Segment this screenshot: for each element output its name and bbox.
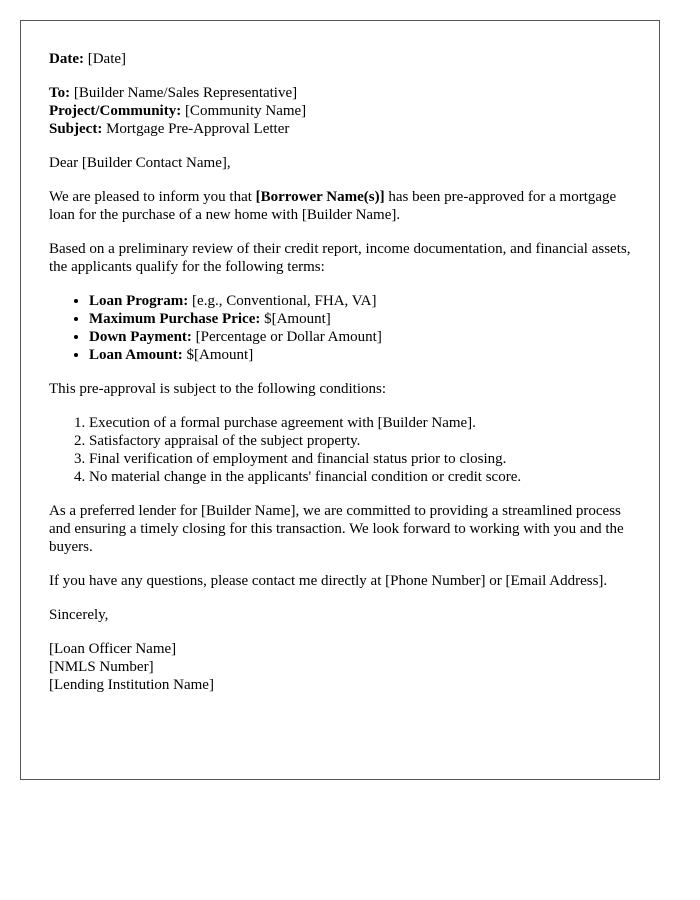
project-line: [49, 102, 631, 120]
to-label: To:: [49, 85, 71, 101]
term-label: Loan Amount:: [89, 347, 183, 363]
contact-paragraph: If you have any questions, please contact me directly at [Phone Number] or [Email Address].: [49, 573, 608, 589]
project-value: [Community Name]: [181, 103, 307, 119]
list-item: 2. Satisfactory appraisal of the subject property.: [89, 432, 631, 450]
subject-line: [49, 120, 631, 138]
term-label: Down Payment:: [89, 329, 192, 345]
date-value: [Date]: [83, 51, 127, 67]
term-label: Maximum Purchase Price:: [89, 311, 261, 327]
signature-block: [49, 640, 631, 694]
lending-institution: [Lending Institution Name]: [49, 677, 214, 693]
subject-value: Mortgage Pre-Approval Letter: [102, 121, 290, 137]
date-label: Date:: [49, 51, 84, 67]
list-item: 1. Execution of a formal purchase agreement with [Builder Name].: [89, 414, 631, 432]
date-line: [49, 50, 631, 68]
intro-paragraph: [49, 188, 631, 224]
list-item: [89, 346, 631, 364]
letter-header-block: [49, 84, 631, 138]
lender-paragraph: As a preferred lender for [Builder Name], we are committed to providing a streamlined process and ensuring a timely closing for this transaction. We look forward to working with you and the buyers.: [49, 503, 624, 555]
list-item: 3. Final verification of employment and financial status prior to closing.: [89, 450, 631, 468]
list-item: [89, 310, 631, 328]
review-paragraph: Based on a preliminary review of their credit report, income documentation, and financial assets, the applicants qualify for the following terms:: [49, 241, 631, 275]
intro-before: We are pleased to inform you that: [49, 189, 256, 205]
term-value: [e.g., Conventional, FHA, VA]: [188, 293, 377, 309]
terms-list: [49, 292, 631, 364]
nmls-number: [NMLS Number]: [49, 659, 154, 675]
term-label: Loan Program:: [89, 293, 189, 309]
project-label: Project/Community:: [49, 103, 182, 119]
term-value: [Percentage or Dollar Amount]: [191, 329, 382, 345]
intro-after: has been pre-approved for a mortgage loan for the purchase of a new home with [Builder Name].: [49, 189, 617, 223]
list-item: 4. No material change in the applicants' financial condition or credit score.: [89, 468, 631, 486]
list-item: [89, 328, 631, 346]
to-value: [Builder Name/Sales Representative]: [70, 85, 298, 101]
letter-document: [20, 20, 660, 780]
term-value: $[Amount]: [260, 311, 331, 327]
to-line: [49, 84, 631, 102]
conditions-list: [49, 414, 631, 486]
subject-label: Subject:: [49, 121, 103, 137]
borrower-name: [Borrower Name(s)]: [255, 189, 385, 205]
loan-officer-name: [Loan Officer Name]: [49, 641, 177, 657]
conditions-intro: This pre-approval is subject to the following conditions:: [49, 381, 387, 397]
salutation: Dear [Builder Contact Name],: [49, 155, 231, 171]
closing: Sincerely,: [49, 607, 109, 623]
list-item: [89, 292, 631, 310]
term-value: $[Amount]: [182, 347, 254, 363]
